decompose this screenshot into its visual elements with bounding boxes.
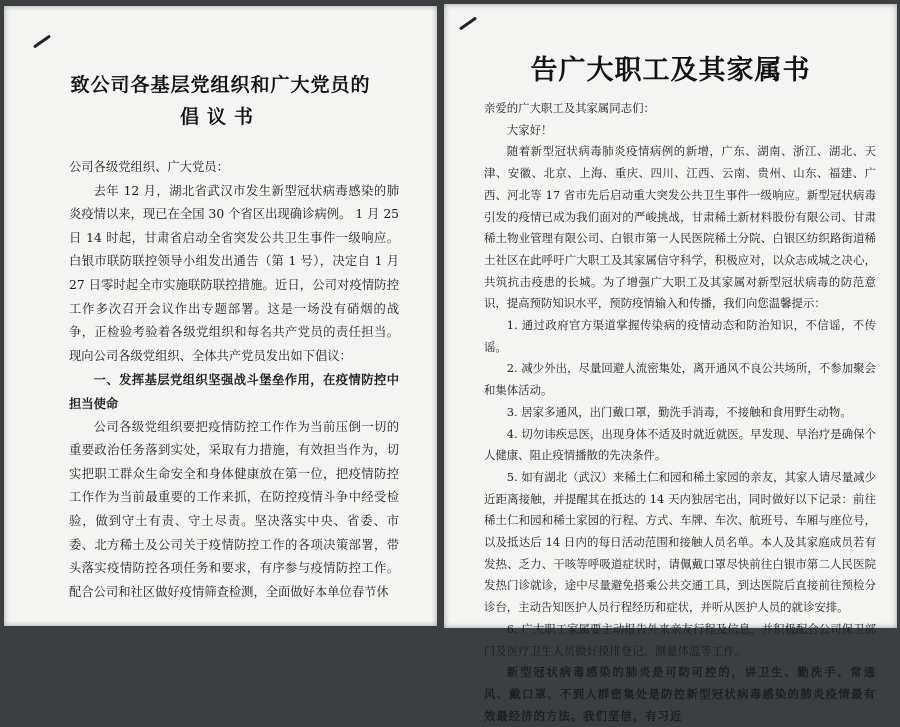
right-page-tip-1: 1. 通过政府官方渠道掌握传染病的疫情动态和防治知识，不信谣，不传谣。 xyxy=(484,318,876,354)
left-page-section-heading: 一、发挥基层党组织坚强战斗堡垒作用，在疫情防控中担当使命 xyxy=(69,372,399,411)
pen-mark xyxy=(459,17,477,31)
left-page-title-line2: 倡议书 xyxy=(179,106,261,128)
right-page-paragraph: 随着新型冠状病毒肺炎疫情病例的新增，广东、湖南、浙江、湖北、天津、安徽、北京、上海、重庆、四川、江西、云南、贵州、山东、福建、广西、河北等 17 省市先后启动重大突发公共卫生事件一级响应。新型冠状病毒引发的疫情已成为我们面对的严峻挑战，甘肃稀土新材料股份有限公司、甘肃稀土物业管理有限公司、白银市第一人民医院稀土分院、白银区纺织路街道稀土社区在此呼吁广大职工及其家属信守科学，积极应对，以众志成城之决心，共筑抗击疫患的长城。为了增强广大职工及其家属对新型冠状病毒的防范意识，提高预防知识水平，预防疫情输入和传播，我们向您温馨提示： xyxy=(484,144,876,311)
left-page-salutation: 公司各级党组织、广大党员： xyxy=(69,160,229,174)
right-page-body xyxy=(484,98,876,727)
right-page-greeting: 大家好！ xyxy=(506,122,553,137)
left-page-paragraph: 公司各级党组织要把疫情防控工作作为当前压倒一切的重要政治任务落到实处，采取有力措施，有效担当作为，切实把职工群众生命安全和身体健康放在第一位，把疫情防控工作作为当前最重要的工作来抓，在防控疫情斗争中经受检验，做到守土有责、守土尽责。坚决落实中央、省委、市委、北方稀土及公司关于疫情防控工作的各项决策部署，带头落实疫情防控各项任务和要求，有序参与疫情防控工作。配合公司和社区做好疫情筛查检测，全面做好本单位春节休 xyxy=(69,419,399,599)
left-document-page xyxy=(4,6,437,626)
right-page-tip-3: 3. 居家多通风，出门戴口罩，勤洗手消毒，不接触和食用野生动物。 xyxy=(506,404,852,419)
right-page-tip-6: 6. 广大职工家属要主动报告外来亲友行程及信息，并积极配合公司保卫部门及医疗卫生人员做好摸排登记、测量体温等工作。 xyxy=(484,621,876,658)
right-page-title: 告广大职工及其家属书 xyxy=(530,55,811,86)
right-page-tip-4: 4. 切勿讳疾忌医，出现身体不适及时就近就医。早发现、早治疗是确保个人健康、阻止疫情播散的先决条件。 xyxy=(484,426,876,463)
pen-mark xyxy=(33,35,51,49)
right-page-tip-2: 2. 减少外出，尽量回避人流密集处，离开通风不良公共场所，不参加聚会和集体活动。 xyxy=(484,361,876,398)
left-page-title-line1: 致公司各基层党组织和广大党员的 xyxy=(70,74,371,96)
right-page-tip-5: 5. 如有湖北（武汉）来稀土仁和园和稀土家园的亲友，其家人请尽量减少近距离接触，并提醒其在抵达的 14 天内独居宅出，同时做好以下记录：前往稀土仁和园和稀土家园的行程、方式、车牌、车次、航班号、车厢与座位号，以及抵达后 14 日内的每日活动范围和接触人员名单。本人及其家庭成员若有发热、乏力、干咳等呼吸道症状时，请佩戴口罩尽快前往白银市第二人民医院发热门诊就诊，途中尽量避免搭乘公共交通工具，到达医院后直接前往预检分诊台，主动告知医护人员行程经历和症状，并听从医护人员的就诊安排。 xyxy=(484,469,876,615)
right-page-salutation: 亲爱的广大职工及其家属同志们： xyxy=(484,101,655,115)
left-page-paragraph: 去年 12 月，湖北省武汉市发生新型冠状病毒感染的肺炎疫情以来，现已在全国 30 个省区出现确诊病例。 1 月 25 日 14 时起，甘肃省启动全省突发公共卫生事件一级响应。白银市联防联控领导小组发出通告（第 1 号），决定自 1 月 27 日零时起全市实施联防联控措施。近日，公司对疫情防控工作多次召开会议作出专题部署。这是一场没有硝烟的战争，正检验考验着各级党组织和每名共产党员的责任担当。现向公司各级党组织、全体共产党员发出如下倡议： xyxy=(69,183,399,363)
right-page-closing-paragraph: 新型冠状病毒感染的肺炎是可防可控的，讲卫生、勤洗手、常通风、戴口罩、不到人群密集处是防控新型冠状病毒感染的肺炎疫情最有效最经济的方法。我们坚信，有习近 xyxy=(484,665,876,723)
right-document-page xyxy=(444,4,897,723)
left-page-body xyxy=(69,156,399,604)
